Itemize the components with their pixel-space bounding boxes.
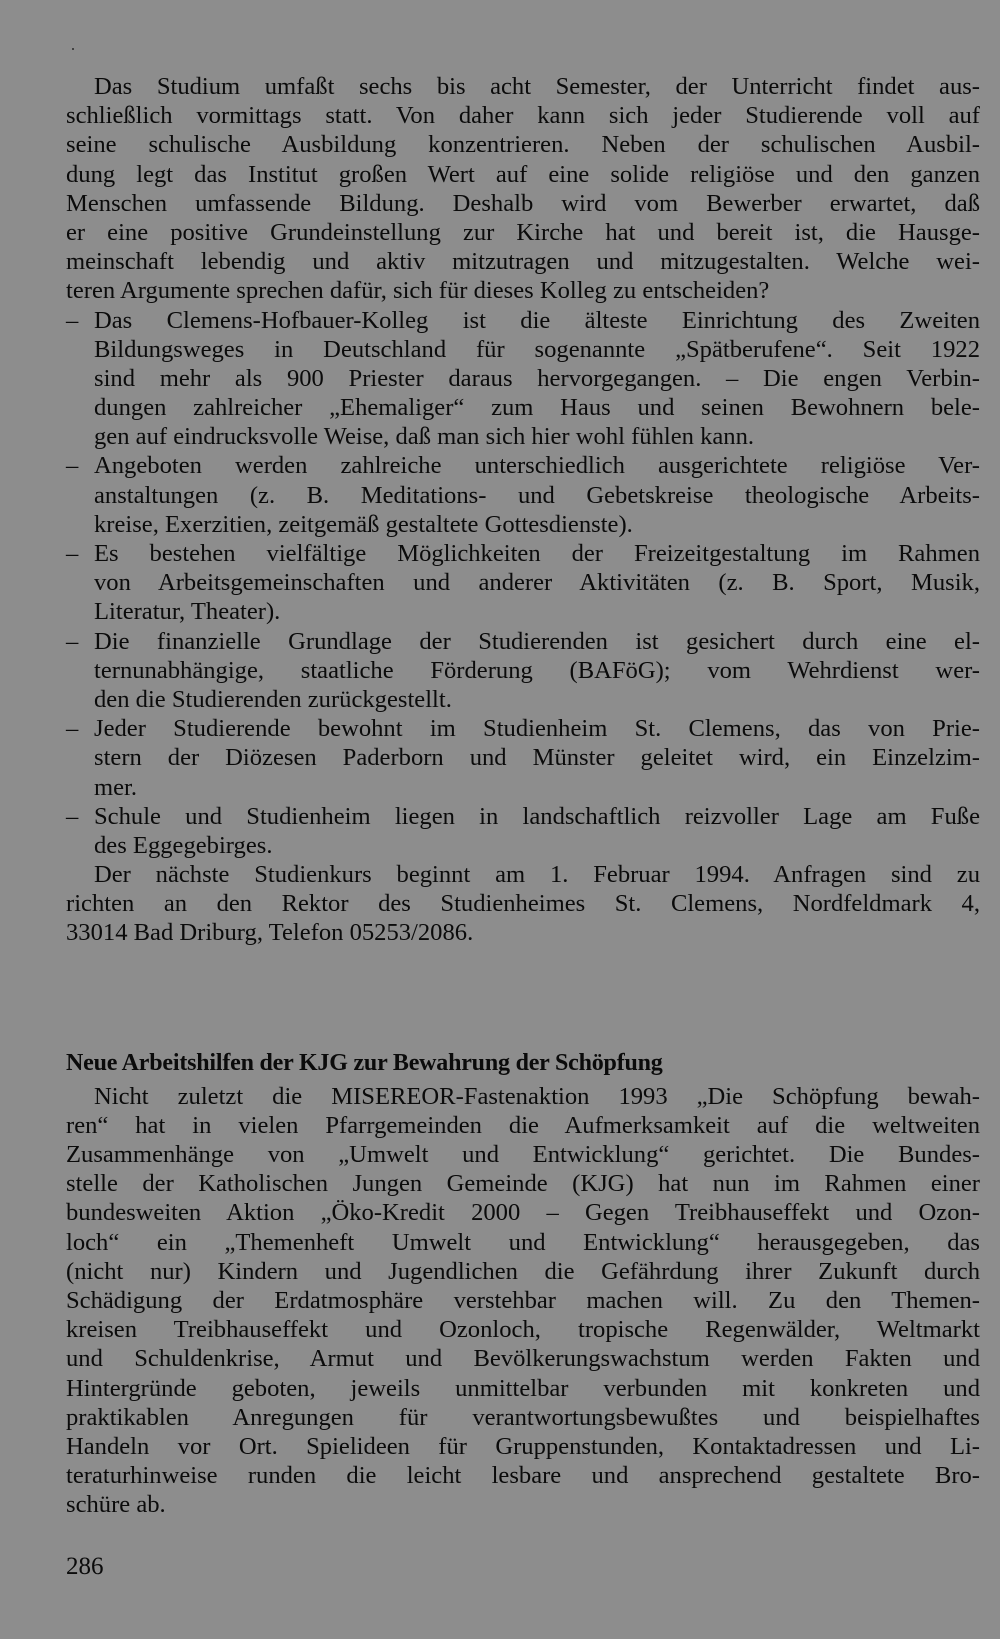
text-line: richten an den Rektor des Studienheimes St. Clemens, Nordfeldmark 4, <box>66 890 980 918</box>
text-line: dung legt das Institut großen Wert auf eine solide religiöse und den ganzen <box>66 160 980 188</box>
text-line <box>66 451 980 480</box>
text-line: Das Studium umfaßt sechs bis acht Semester, der Unterricht findet aus- <box>94 73 980 100</box>
section-gap <box>66 948 980 1048</box>
list-item <box>66 714 980 802</box>
text-line: sind mehr als 900 Priester daraus hervorgegangen. – Die engen Verbin- <box>94 364 980 392</box>
list-item-text: Es bestehen vielfältige Möglichkeiten der Freizeitgestaltung im Rahmen <box>94 540 980 567</box>
text-line: und Schuldenkrise, Armut und Bevölkerungswachstum werden Fakten und <box>66 1345 980 1373</box>
text-line: von Arbeitsgemeinschaften und anderer Aktivitäten (z. B. Sport, Musik, <box>94 569 980 597</box>
text-line: Menschen umfassende Bildung. Deshalb wird vom Bewerber erwartet, daß <box>66 189 980 217</box>
text-line: Handeln vor Ort. Spielideen für Gruppenstunden, Kontaktadressen und Li- <box>66 1432 980 1460</box>
text-line: Literatur, Theater). <box>94 598 281 626</box>
article-paragraph <box>66 1082 980 1520</box>
dash-bullet: – <box>66 715 79 743</box>
text-line: loch“ ein „Themenheft Umwelt und Entwicklung“ herausgegeben, das <box>66 1228 980 1256</box>
dash-bullet: – <box>66 627 79 655</box>
text-line: kreise, Exerzitien, zeitgemäß gestaltete Gottesdienste). <box>94 510 633 538</box>
text-line: gen auf eindrucksvolle Weise, daß man sich hier wohl fühlen kann. <box>94 423 755 451</box>
text-line <box>66 306 980 335</box>
text-line: meinschaft lebendig und aktiv mitzutragen und mitzugestalten. Welche wei- <box>66 248 980 276</box>
text-line <box>66 802 980 831</box>
section-heading: Neue Arbeitshilfen der KJG zur Bewahrung der Schöpfung <box>66 1049 663 1076</box>
text-line: schließlich vormittags statt. Von daher kann sich jeder Studierende voll auf <box>66 102 980 130</box>
intro-paragraph <box>66 72 980 306</box>
text-line: Zusammenhänge von „Umwelt und Entwicklung“ gerichtet. Die Bundes- <box>66 1141 980 1168</box>
text-line: stern der Diözesen Paderborn und Münster geleitet wird, ein Einzelzim- <box>94 744 980 772</box>
list-item-text: Die finanzielle Grundlage der Studierenden ist gesichert durch eine el- <box>94 627 980 655</box>
scan-speck <box>72 48 74 50</box>
text-line: dungen zahlreicher „Ehemaliger“ zum Haus und seinen Bewohnern bele- <box>94 394 980 422</box>
text-line: Der nächste Studienkurs beginnt am 1. Februar 1994. Anfragen sind zu <box>94 861 980 889</box>
text-line: praktikablen Anregungen für verantwortungsbewußtes und beispielhaftes <box>66 1403 980 1431</box>
list-item <box>66 627 980 715</box>
list-item-text: Schule und Studienheim liegen in landschaftlich reizvoller Lage am Fuße <box>94 802 980 830</box>
text-line: ren“ hat in vielen Pfarrgemeinden die Aufmerksamkeit auf die weltweiten <box>66 1111 980 1139</box>
list-item <box>66 451 980 539</box>
list-item <box>66 539 980 627</box>
text-line: er eine positive Grundeinstellung zur Kirche hat und bereit ist, die Hausge- <box>66 218 980 246</box>
text-line: kreisen Treibhauseffekt und Ozonloch, tropische Regenwälder, Weltmarkt <box>66 1316 980 1344</box>
text-line: den die Studierenden zurückgestellt. <box>94 685 452 713</box>
text-line: Hintergründe geboten, jeweils unmittelbar verbunden mit konkreten und <box>66 1374 980 1402</box>
argument-list <box>66 306 980 861</box>
list-item-text: Das Clemens-Hofbauer-Kolleg ist die älteste Einrichtung des Zweiten <box>94 306 980 334</box>
text-line: teren Argumente sprechen dafür, sich für dieses Kolleg zu entscheiden? <box>66 277 770 305</box>
dash-bullet: – <box>66 540 79 567</box>
text-line: anstaltungen (z. B. Meditations- und Gebetskreise theologische Arbeits- <box>94 481 980 509</box>
text-line: bundesweiten Aktion „Öko-Kredit 2000 – Gegen Treibhauseffekt und Ozon- <box>66 1199 980 1227</box>
list-item-text: Jeder Studierende bewohnt im Studienheim St. Clemens, das von Prie- <box>94 715 980 743</box>
text-line <box>66 714 980 743</box>
dash-bullet: – <box>66 452 79 480</box>
text-line: schüre ab. <box>66 1491 166 1519</box>
page-number: 286 <box>66 1553 104 1580</box>
text-line: Nicht zuletzt die MISEREOR-Fastenaktion 1993 „Die Schöpfung bewah- <box>94 1082 980 1110</box>
text-line <box>66 539 980 568</box>
text-line <box>66 627 980 656</box>
text-line: stelle der Katholischen Jungen Gemeinde (KJG) hat nun im Rahmen einer <box>66 1170 980 1198</box>
text-line: seine schulische Ausbildung konzentrieren. Neben der schulischen Ausbil- <box>66 131 980 159</box>
text-line: des Eggegebirges. <box>94 831 273 859</box>
text-line: 33014 Bad Driburg, Telefon 05253/2086. <box>66 919 474 947</box>
text-line: Bildungsweges in Deutschland für sogenannte „Spätberufene“. Seit 1922 <box>94 335 980 363</box>
text-line: (nicht nur) Kindern und Jugendlichen die Gefährdung ihrer Zukunft durch <box>66 1257 980 1285</box>
dash-bullet: – <box>66 802 79 830</box>
document-page <box>66 72 980 1519</box>
list-item <box>66 306 980 452</box>
list-item <box>66 802 980 860</box>
closing-paragraph <box>66 860 980 948</box>
list-item-text: Angeboten werden zahlreiche unterschiedlich ausgerichtete religiöse Ver- <box>94 452 980 480</box>
text-line: ternunabhängige, staatliche Förderung (BAFöG); vom Wehrdienst wer- <box>94 656 980 684</box>
dash-bullet: – <box>66 306 79 334</box>
text-line: teraturhinweise runden die leicht lesbare und ansprechend gestaltete Bro- <box>66 1462 980 1490</box>
text-line: Schädigung der Erdatmosphäre verstehbar machen will. Zu den Themen- <box>66 1286 980 1314</box>
text-line: mer. <box>94 773 138 801</box>
